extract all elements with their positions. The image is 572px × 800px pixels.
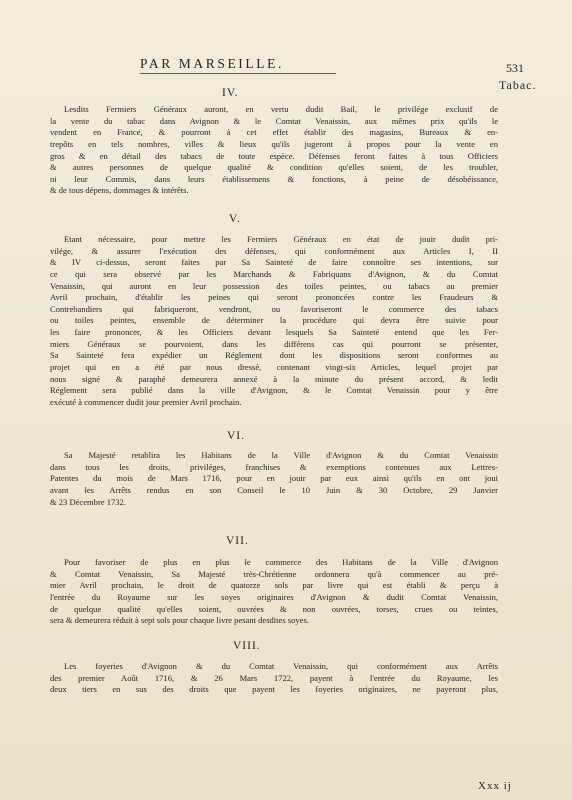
text-line: mier Avril prochain, le droit de quatorze sols par livre qui est établi & perçu à <box>50 580 498 591</box>
text-line: & autres personnes de quelque qualité & condition qu'elles soient, de les troubler, <box>50 162 498 173</box>
signature-mark: Xxx ij <box>478 780 512 792</box>
text-line: l'entrée du Royaume sur les soyes originaires d'Avignon & dudit Comtat Venaissin, <box>50 591 498 602</box>
section-heading-vii: VII. <box>226 535 249 547</box>
text-line: Pour favoriser de plus en plus le commerce des Habitans de la Ville d'Avignon <box>64 557 498 567</box>
text-line: gros & en détail des tabacs de toute espèce. Défenses feront faites à tous Officiers <box>50 150 498 161</box>
section-heading-v: V. <box>229 213 241 225</box>
text-line: vendent en France, & pourront à cet effet établir des magasins, Bureaux & en- <box>50 127 498 138</box>
text-line: Venaissin, qui auront en leur possession des toiles peintes, ou tabacs au premier <box>50 280 498 291</box>
text-line: Patentes du mois de Mars 1716, pour en jouir par eux ainsi qu'ils en ont joui <box>50 473 498 484</box>
text-line: nous signé & paraphé demeurera annexé à la minute du présent accord, & ledit <box>50 373 498 384</box>
text-line: avant les Arrêts rendus en son Conseil le 10 Juin & 30 Octobre, 29 Janvier <box>50 484 498 495</box>
text-line: projet qui en a été par nous dressé, contenant vingt-six Articles, lequel projet par <box>50 362 498 373</box>
text-line: exécuté à commencer dudit jour premier Avril prochain. <box>50 396 242 407</box>
text-line: de quelque qualité qu'elles soient, ouvrées & non ouvrées, torses, crues ou teintes, <box>50 603 498 614</box>
text-line: sera & demeurera réduit à sept sols pour chaque livre pesant desdites soyes. <box>50 615 309 626</box>
text-line: Etant nécessaire, pour mettre les Fermiers Généraux en état de jouir dudit pri- <box>64 234 498 244</box>
text-line: Lesdits Fermiers Généraux auront, en vertu dudit Bail, le privilége exclusif de <box>64 104 498 114</box>
section-vii-text <box>50 557 498 627</box>
page-number: 531 <box>506 61 524 75</box>
text-line: Sa Sainteté fera expédier un Réglement dont les dispositions seront conformes au <box>50 350 498 361</box>
section-heading-iv: IV. <box>222 87 239 99</box>
text-line: Les foyeries d'Avignon & du Comtat Venaissin, qui conformément aux Arrêts <box>64 661 498 671</box>
text-line: ou toiles peintes, ensemble de déterminer la procédure qui devra être suivie pour <box>50 315 498 326</box>
section-v-text <box>50 234 498 409</box>
text-line: vilége, & assurer l'exécution des défenses, qui conformément aux Articles I, II <box>50 245 498 256</box>
text-line: trepôts en tels nombres, villes & lieux qu'ils jugeront à propos pour la vente en <box>50 138 498 149</box>
running-title: PAR MARSEILLE. <box>140 56 284 71</box>
text-line: les faire prononcer, & les Officiers devant lesquels Sa Sainteté entend que les Fer- <box>50 327 498 338</box>
text-line: ce qui sera observé par les Marchands & Fabriquans d'Avignon, & du Comtat <box>50 268 498 279</box>
section-viii-text <box>50 661 498 696</box>
section-heading-viii: VIII. <box>233 640 261 652</box>
text-line: deux tiers en sus des droits que payent les foyeries originaires, ne payeront plus, <box>50 684 498 695</box>
text-line: dans tous les droits, priviléges, franchises & exemptions contenues aux Lettres- <box>50 461 498 472</box>
text-line: la vente du tabac dans Avignon & le Comtat Venaissin, aux mêmes prix qu'ils le <box>50 115 498 126</box>
text-line: des premier Août 1716, & 26 Mars 1722, payent à l'entrée du Royaume, les <box>50 672 498 683</box>
section-heading-vi: VI. <box>227 430 246 442</box>
margin-note: Tabac. <box>499 78 537 92</box>
text-line: & 23 Décembre 1732. <box>50 496 126 507</box>
text-line: Contrebandiers qui fabriqueront, vendront, ou favoriseront le commerce des tabacs <box>50 303 498 314</box>
text-line: & Comtat Venaissin, Sa Majesté très-Chrétienne ordonnera qu'à commencer au pré- <box>50 568 498 579</box>
header-rule <box>140 73 336 74</box>
text-line: Réglement sera publié dans la ville d'Avignon, & le Comtat Venaissin pour y être <box>50 385 498 396</box>
text-line: ni leur Commis, dans leurs établissemens & fonctions, à peine de désobéissance, <box>50 173 498 184</box>
section-vi-text <box>50 450 498 508</box>
text-line: & IV ci-dessus, seront faites par Sa Sainteté de faire connoître ses intentions, sur <box>50 257 498 268</box>
section-iv-text <box>50 104 498 197</box>
text-line: Sa Majesté retablira les Habitans de la Ville d'Avignon & du Comtat Venaissin <box>64 450 498 460</box>
text-line: & de tous dépens, dommages & intérêts. <box>50 185 189 196</box>
text-line: miers Généraux se pourvoient, dans les différens cas qui pourront se présenter, <box>50 338 498 349</box>
text-line: Avril prochain, d'établir les peines qui seront prononcées contre les Fraudeurs & <box>50 292 498 303</box>
